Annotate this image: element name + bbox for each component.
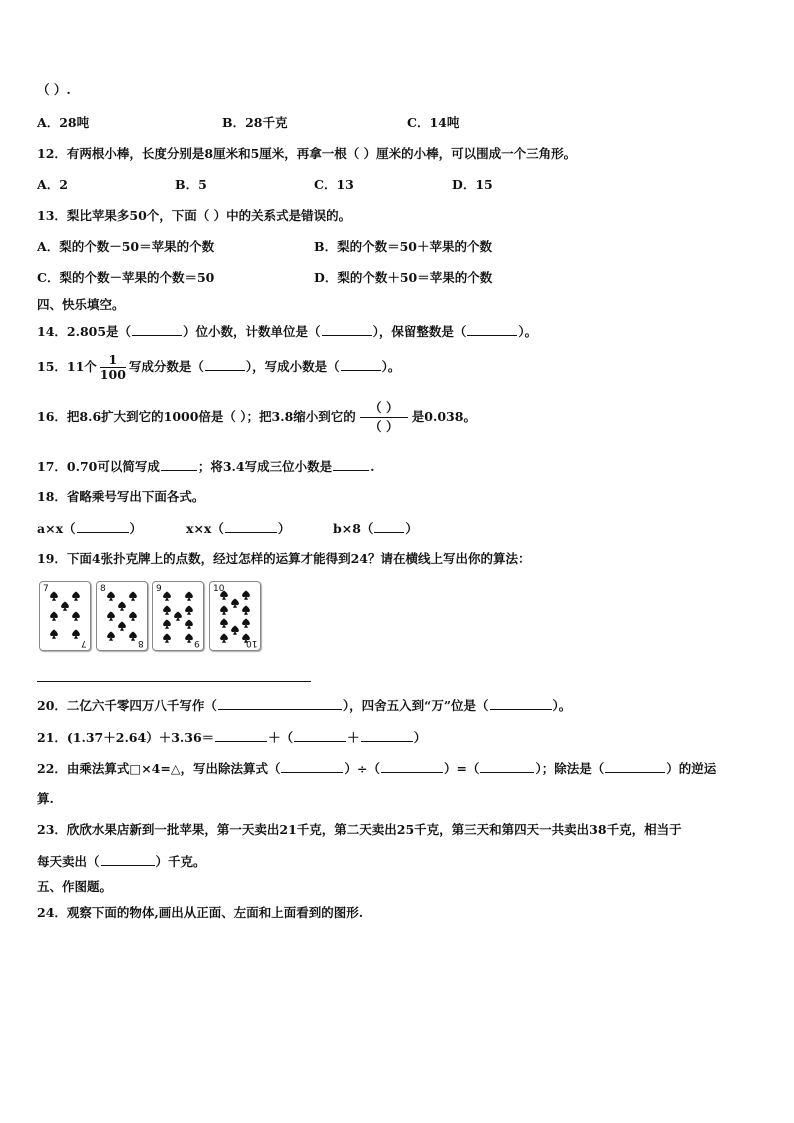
q15-denominator: 100: [99, 367, 126, 382]
q15-part2: 写成分数是（: [128, 359, 204, 374]
playing-card-9-of-spades: [152, 581, 204, 651]
q23-line1: 23．欣欣水果店新到一批苹果，第一天卖出21千克，第二天卖出25千克，第三天和第四天一共卖出38千克，相当于: [37, 822, 682, 837]
q12-option-a: A．2: [37, 177, 68, 192]
q22-blank1[interactable]: [281, 760, 343, 773]
q14-part4: ）。: [518, 324, 538, 339]
q14-blank1[interactable]: [132, 323, 182, 336]
q11-option-c: C．14吨: [407, 115, 460, 130]
q17-part2: ；将3.4写成三位小数是: [197, 459, 333, 474]
playing-card-8-of-spades: [96, 581, 148, 651]
q21-blank3[interactable]: [361, 729, 413, 742]
q15-blank1[interactable]: [205, 358, 245, 371]
card-rank-inverted: 7: [81, 638, 87, 648]
q18-item-1-expr: a×x（: [37, 521, 76, 536]
q21-part1: 21．(1.37＋2.64）＋3.36＝: [37, 730, 215, 745]
q17: [37, 458, 374, 475]
q14-part2: ）位小数，计数单位是（: [183, 324, 321, 339]
q18-item-1-close: ）: [129, 521, 143, 536]
q16-fraction-bottom: （ ）: [369, 419, 399, 434]
q14-blank2[interactable]: [322, 323, 372, 336]
q23-line2: [37, 853, 206, 870]
q16: [37, 397, 476, 437]
q23-part1: 每天卖出（: [37, 854, 100, 869]
q18-item-2-expr: x×x（: [186, 521, 224, 536]
q24-text: 24．观察下面的物体,画出从正面、左面和上面看到的图形.: [37, 905, 364, 920]
q11-option-b: B．28千克: [222, 115, 288, 130]
card-rank: 10: [213, 584, 225, 594]
q15: [37, 350, 400, 384]
q18-item-1: [37, 520, 142, 537]
q19-text: 19．下面4张扑克牌上的点数，经过怎样的运算才能得到24？请在横线上写出你的算法：: [37, 551, 531, 566]
card-rank: 7: [43, 584, 49, 594]
q18-item-2-close: ）: [277, 521, 291, 536]
q21-part2: ＋（: [268, 730, 294, 745]
q18-blank2[interactable]: [225, 520, 277, 533]
q20-blank1[interactable]: [218, 697, 342, 710]
q21-part3: ＋: [347, 730, 360, 745]
q11-option-a: A．28吨: [37, 115, 90, 130]
card-rank-inverted: 9: [194, 638, 200, 648]
card-rank: 9: [156, 584, 162, 594]
q20-part3: ）。: [552, 698, 572, 713]
q14-blank3[interactable]: [467, 323, 517, 336]
q22-blank4[interactable]: [605, 760, 665, 773]
q14: [37, 323, 537, 340]
q16-fraction[interactable]: [360, 400, 408, 435]
card-rank-inverted: 10: [245, 638, 257, 648]
q13-option-c: C．梨的个数－苹果的个数＝50: [37, 270, 215, 285]
q21-part4: ）: [413, 730, 427, 745]
q20-part2: ），四舍五入到“万”位是（: [342, 698, 489, 713]
q15-blank2[interactable]: [341, 358, 381, 371]
q22-part2: ）÷（: [344, 761, 380, 776]
q18-item-3-close: ）: [405, 521, 418, 536]
q21-blank2[interactable]: [294, 729, 346, 742]
q15-fraction: [100, 353, 126, 382]
q12-option-d: D．15: [452, 177, 493, 192]
q16-fraction-top: （ ）: [369, 400, 399, 415]
q22-part4: ）；除法是（: [535, 761, 605, 776]
q12-option-b: B．5: [175, 177, 207, 192]
q13-option-d: D．梨的个数＋50＝苹果的个数: [314, 270, 493, 285]
q13-option-b: B．梨的个数＝50＋苹果的个数: [314, 239, 492, 254]
q15-part1: 15．11个: [37, 359, 97, 374]
q16-part1: 16．把8.6扩大到它的1000倍是（ ）；把3.8缩小到它的: [37, 409, 356, 424]
q18-text: 18．省略乘号写出下面各式。: [37, 489, 205, 504]
q22-blank2[interactable]: [381, 760, 443, 773]
q18-blank3[interactable]: [374, 520, 404, 533]
q18-blank1[interactable]: [77, 520, 129, 533]
q13-text: 13．梨比苹果多50个，下面（ ）中的关系式是错误的。: [37, 208, 352, 223]
q17-part1: 17．0.70可以简写成: [37, 459, 160, 474]
q22-blank3[interactable]: [480, 760, 534, 773]
q21: [37, 729, 426, 746]
q12-text: 12．有两根小棒，长度分别是8厘米和5厘米，再拿一根（ ）厘米的小棒，可以围成一个三角形。: [37, 146, 577, 161]
q20: [37, 697, 571, 714]
q16-part2: 是0.038。: [411, 409, 476, 424]
card-rank: 8: [100, 584, 106, 594]
q15-part4: ）。: [381, 359, 401, 374]
q21-blank1[interactable]: [215, 729, 267, 742]
q17-part3: .: [370, 459, 375, 474]
q18-item-3-expr: b×8（: [333, 521, 374, 536]
q23-blank[interactable]: [101, 853, 155, 866]
q23-part2: ）千克。: [155, 854, 206, 869]
q20-blank2[interactable]: [490, 697, 552, 710]
q11-tail: （ ）.: [37, 82, 71, 97]
q20-part1: 20．二亿六千零四万八千写作（: [37, 698, 217, 713]
section-4-heading: 四、快乐填空。: [37, 297, 125, 312]
q15-numerator: 1: [108, 352, 118, 367]
q22-part3: ）=（: [443, 761, 480, 776]
q17-blank1[interactable]: [161, 458, 197, 471]
q15-part3: ），写成小数是（: [245, 359, 340, 374]
card-rank-inverted: 8: [138, 638, 144, 648]
q12-option-c: C．13: [314, 177, 354, 192]
q13-option-a: A．梨的个数－50＝苹果的个数: [37, 239, 215, 254]
q14-part3: ），保留整数是（: [372, 324, 467, 339]
q17-blank2[interactable]: [333, 458, 369, 471]
q22-part1: 22．由乘法算式□×4=△，写出除法算式（: [37, 761, 281, 776]
q19-answer-line[interactable]: [37, 681, 311, 682]
q22: [37, 760, 716, 777]
q22-line2: 算.: [37, 791, 54, 806]
q14-part1: 14．2.805是（: [37, 324, 132, 339]
section-5-heading: 五、作图题。: [37, 879, 113, 894]
q18-item-2: [186, 520, 290, 537]
q22-part5: ）的逆运: [666, 761, 717, 776]
playing-card-7-of-spades: [39, 581, 91, 651]
q18-item-3: [333, 520, 418, 537]
playing-card-10-of-spades: [209, 581, 261, 651]
